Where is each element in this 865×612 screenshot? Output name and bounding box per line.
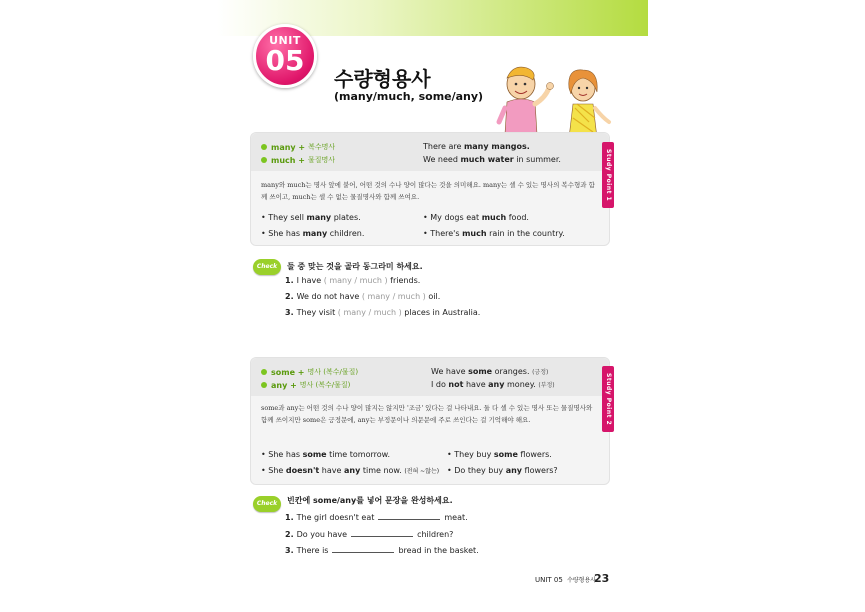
- footer-unit: UNIT 05: [535, 576, 563, 584]
- rule-any: any + 명사 (복수/물질): [261, 380, 350, 390]
- check-1-instruction: 둘 중 맞는 것을 골라 동그라미 하세요.: [287, 262, 423, 271]
- study-point-2-box: [250, 357, 610, 485]
- example-item: • They buy some flowers.: [447, 450, 552, 459]
- rule-example: We need much water in summer.: [423, 155, 561, 164]
- check-1-question: 3. They visit ( many / much ) places in Australia.: [285, 308, 481, 317]
- check-2-instruction: 빈칸에 some/any를 넣어 문장을 완성하세요.: [287, 496, 453, 505]
- rule-example: There are many mangos.: [423, 142, 530, 151]
- answer-blank[interactable]: [332, 545, 394, 553]
- explanation-text: some과 any는 어떤 것의 수나 양이 많지는 않지만 '조금' 있다는 걸 나타내요. 둘 다 셀 수 있는 명사 또는 물질명사와 함께 쓰이지만 some은 긍정문에, any는 부정문이나 의문문에 주로 쓰인다는 걸 기억해야 해요.: [261, 404, 593, 424]
- page-title: 수량형용사: [334, 67, 431, 91]
- check-2-question: 2. Do you have children?: [285, 530, 454, 539]
- page-number: 23: [594, 572, 610, 585]
- page-footer: [535, 575, 596, 584]
- study-point-1-rules: [251, 133, 609, 171]
- check-2-question: 3. There is bread in the basket.: [285, 546, 479, 555]
- rule-desc: 물질명사: [307, 156, 336, 164]
- study-point-1-tab: Study Point 1: [602, 142, 614, 208]
- footer-title: 수량형용사: [567, 577, 597, 584]
- bullet-dot-icon: [261, 157, 267, 163]
- example-item: • She has some time tomorrow.: [261, 450, 390, 459]
- bullet-dot-icon: [261, 144, 267, 150]
- rule-desc: 복수명사: [308, 143, 336, 151]
- example-item: • She has many children.: [261, 229, 365, 238]
- study-point-2-tab: Study Point 2: [602, 366, 614, 432]
- rule-some: some + 명사 (복수/물질): [261, 367, 358, 377]
- examples-right: [447, 447, 558, 479]
- page-subtitle: (many/much, some/any): [334, 90, 484, 103]
- examples-right: [423, 210, 565, 242]
- textbook-page: [217, 0, 648, 612]
- explanation-text: many와 much는 명사 앞에 붙어, 어떤 것의 수나 양이 많다는 것을 의미해요. many는 셀 수 있는 명사의 복수형과 함께 쓰이고, much는 셀 수 없는 물질명사와 함께 쓰여요.: [261, 181, 595, 201]
- study-point-1-box: [250, 132, 610, 246]
- rule-form: many +: [271, 142, 306, 152]
- answer-blank[interactable]: [378, 512, 440, 520]
- check-up-badge: Check up: [253, 259, 281, 275]
- unit-label: UNIT: [269, 34, 301, 47]
- example-item: • They sell many plates.: [261, 213, 361, 222]
- bullet-dot-icon: [261, 369, 267, 375]
- study-point-2-rules: [251, 358, 609, 396]
- kids-illustration: [493, 62, 613, 142]
- check-1-question: 1. I have ( many / much ) friends.: [285, 276, 421, 285]
- example-item: • Do they buy any flowers?: [447, 466, 558, 475]
- examples-left: [261, 447, 439, 479]
- rule-much: [261, 155, 335, 165]
- bullet-dot-icon: [261, 382, 267, 388]
- rule-many: [261, 142, 335, 152]
- check-1-question: 2. We do not have ( many / much ) oil.: [285, 292, 441, 301]
- check-up-badge: Check up: [253, 496, 281, 512]
- unit-badge: [253, 24, 317, 88]
- example-item: • There's much rain in the country.: [423, 229, 565, 238]
- example-item: • My dogs eat much food.: [423, 213, 529, 222]
- examples-left: [261, 210, 364, 242]
- rule-example: I do not have any money. (부정): [431, 380, 555, 389]
- rule-form: much +: [271, 155, 305, 165]
- check-2-question: 1. The girl doesn't eat meat.: [285, 513, 468, 522]
- rule-example: We have some oranges. (긍정): [431, 367, 549, 376]
- answer-blank[interactable]: [351, 529, 413, 537]
- example-item: • She doesn't have any time now. (전혀 ~않는): [261, 466, 440, 475]
- unit-number: 05: [265, 44, 305, 77]
